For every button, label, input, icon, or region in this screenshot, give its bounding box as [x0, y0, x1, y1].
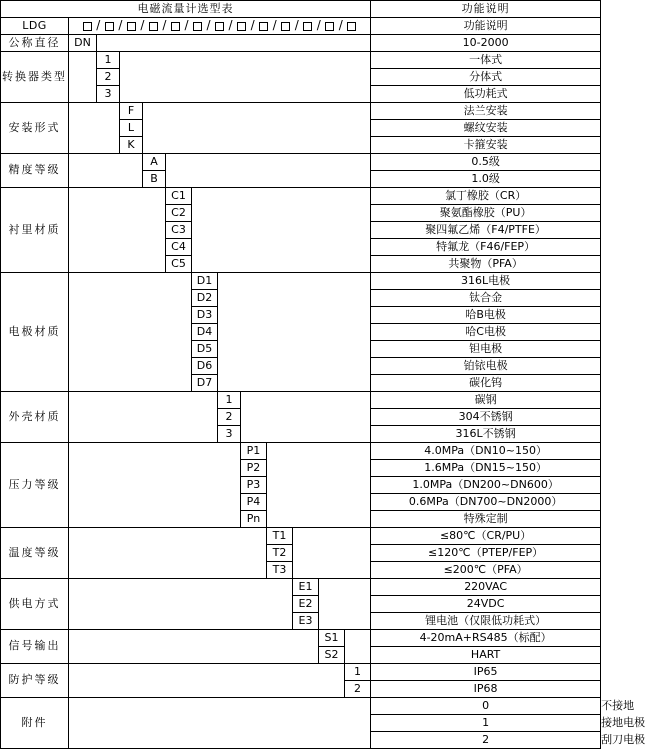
- desc-cell: HART: [371, 647, 601, 664]
- desc-cell: 钛合金: [371, 290, 601, 307]
- section-row: [1, 154, 601, 171]
- code-cell: E1: [293, 579, 319, 596]
- desc-cell: 4-20mA+RS485（标配）: [371, 630, 601, 647]
- desc-cell: ≤80℃（CR/PU）: [371, 528, 601, 545]
- desc-header: 功能说明: [371, 1, 601, 18]
- desc-cell: 聚氨酯橡胶（PU）: [371, 205, 601, 222]
- section-row: [1, 528, 601, 545]
- spacer-cell: [166, 154, 371, 188]
- code-box: [193, 22, 202, 31]
- code-box: [215, 22, 224, 31]
- code-cell: K: [120, 137, 143, 154]
- code-cell: T1: [267, 528, 293, 545]
- code-box: [149, 22, 158, 31]
- code-cell: D4: [192, 324, 218, 341]
- category-pressure-grade: 压力等级: [1, 443, 69, 528]
- slash-sep: /: [162, 18, 167, 33]
- code-cell: 2: [371, 732, 601, 749]
- code-dn: DN: [69, 35, 97, 52]
- spacer-cell: [192, 188, 371, 273]
- category-accuracy-grade: 精度等级: [1, 154, 69, 188]
- table-title: 电磁流量计选型表: [1, 1, 371, 18]
- code-cell: E2: [293, 596, 319, 613]
- section-row: [1, 273, 601, 290]
- code-cell: C4: [166, 239, 192, 256]
- category-dn: 公称直径: [1, 35, 69, 52]
- desc-cell: 法兰安装: [371, 103, 601, 120]
- title-row: [1, 1, 601, 18]
- desc-cell: 哈B电极: [371, 307, 601, 324]
- category-power-supply: 供电方式: [1, 579, 69, 630]
- code-box: [325, 22, 334, 31]
- code-cell: 3: [97, 86, 120, 103]
- spacer-cell: [143, 103, 371, 154]
- code-cell: D3: [192, 307, 218, 324]
- desc-cell: 220VAC: [371, 579, 601, 596]
- model-code-row: [1, 18, 601, 35]
- code-cell: 3: [218, 426, 241, 443]
- spacer-cell: [69, 273, 192, 392]
- desc-cell: 共聚物（PFA）: [371, 256, 601, 273]
- desc-cell: 低功耗式: [371, 86, 601, 103]
- desc-cell: 1.6MPa（DN15~150）: [371, 460, 601, 477]
- code-cell: D1: [192, 273, 218, 290]
- code-box: [83, 22, 92, 31]
- desc-cell: 1.0MPa（DN200~DN600）: [371, 477, 601, 494]
- code-cell: C5: [166, 256, 192, 273]
- desc-cell: 螺纹安装: [371, 120, 601, 137]
- slash-sep: /: [96, 18, 101, 33]
- code-cell: C2: [166, 205, 192, 222]
- spacer-cell: [69, 103, 120, 154]
- spacer-cell: [69, 154, 143, 188]
- desc-cell: 锂电池（仅限低功耗式）: [371, 613, 601, 630]
- slash-sep: /: [272, 18, 277, 33]
- code-box: [303, 22, 312, 31]
- desc-cell: 304不锈钢: [371, 409, 601, 426]
- desc-cell: 1.0级: [371, 171, 601, 188]
- section-row: [1, 579, 601, 596]
- desc-cell: 聚四氟乙烯（F4/PTFE）: [371, 222, 601, 239]
- category-install-type: 安装形式: [1, 103, 69, 154]
- desc-cell: 特殊定制: [371, 511, 601, 528]
- category-housing-material: 外壳材质: [1, 392, 69, 443]
- slash-sep: /: [228, 18, 233, 33]
- code-cell: S1: [319, 630, 345, 647]
- desc-dn: 10-2000: [371, 35, 601, 52]
- desc-cell: 0.6MPa（DN700~DN2000）: [371, 494, 601, 511]
- desc-cell: 316L不锈钢: [371, 426, 601, 443]
- code-cell: C3: [166, 222, 192, 239]
- section-row: 附件 0 不接地: [1, 698, 601, 715]
- code-cell: P2: [241, 460, 267, 477]
- category-signal-output: 信号输出: [1, 630, 69, 664]
- code-cell: 1: [97, 52, 120, 69]
- section-row: [1, 52, 601, 69]
- desc-cell: 一体式: [371, 52, 601, 69]
- code-cell: 2: [218, 409, 241, 426]
- code-cell: L: [120, 120, 143, 137]
- spacer-cell: [69, 443, 241, 528]
- spacer-cell: [69, 528, 267, 579]
- desc-cell: 功能说明: [371, 18, 601, 35]
- code-box: [127, 22, 136, 31]
- section-row: [1, 630, 601, 647]
- spacer-cell: [69, 188, 166, 273]
- spacer-cell: [319, 579, 371, 630]
- spacer-cell: [241, 392, 371, 443]
- spacer-cell: [267, 443, 371, 528]
- section-row: 1 接地电极: [1, 715, 601, 732]
- desc-cell: 特氟龙（F46/FEP）: [371, 239, 601, 256]
- section-row: [1, 443, 601, 460]
- code-cell: 0: [371, 698, 601, 715]
- code-box: [259, 22, 268, 31]
- model-box-pattern: [69, 18, 371, 35]
- code-box: [281, 22, 290, 31]
- spacer-cell: [293, 528, 371, 579]
- desc-cell: 钽电极: [371, 341, 601, 358]
- code-cell: S2: [319, 647, 345, 664]
- slash-sep: /: [118, 18, 123, 33]
- desc-cell: 316L电极: [371, 273, 601, 290]
- code-cell: 2: [97, 69, 120, 86]
- section-row: [1, 188, 601, 205]
- desc-cell: 氯丁橡胶（CR）: [371, 188, 601, 205]
- code-box: [171, 22, 180, 31]
- code-cell: D7: [192, 375, 218, 392]
- code-cell: D6: [192, 358, 218, 375]
- code-box: [105, 22, 114, 31]
- dn-row: [1, 35, 601, 52]
- desc-cell: 0.5级: [371, 154, 601, 171]
- desc-cell: ≤120℃（PTEP/FEP）: [371, 545, 601, 562]
- code-cell: B: [143, 171, 166, 188]
- code-cell: P1: [241, 443, 267, 460]
- spacer-cell: [120, 52, 371, 103]
- desc-cell: 4.0MPa（DN10~150）: [371, 443, 601, 460]
- desc-cell: 哈C电极: [371, 324, 601, 341]
- code-cell: P3: [241, 477, 267, 494]
- section-row: [1, 103, 601, 120]
- code-cell: Pn: [241, 511, 267, 528]
- category-converter-type: 转换器类型: [1, 52, 69, 103]
- category-protection-grade: 防护等级: [1, 664, 69, 698]
- desc-cell: IP65: [371, 664, 601, 681]
- spacer-cell: [69, 52, 97, 103]
- code-cell: E3: [293, 613, 319, 630]
- slash-sep: /: [338, 18, 343, 33]
- code-cell: T2: [267, 545, 293, 562]
- slash-sep: /: [316, 18, 321, 33]
- code-cell: 1: [371, 715, 601, 732]
- section-row: 2 刮刀电极: [1, 732, 601, 749]
- spacer-cell: [69, 698, 371, 749]
- desc-cell: 碳钢: [371, 392, 601, 409]
- code-cell: T3: [267, 562, 293, 579]
- slash-sep: /: [140, 18, 145, 33]
- code-cell: 1: [345, 664, 371, 681]
- spacer-cell: [218, 273, 371, 392]
- code-cell: P4: [241, 494, 267, 511]
- slash-sep: /: [206, 18, 211, 33]
- desc-cell: ≤200℃（PFA）: [371, 562, 601, 579]
- spacer-cell: [69, 664, 345, 698]
- code-box: [347, 22, 356, 31]
- slash-sep: /: [294, 18, 299, 33]
- spacer-cell: [69, 630, 319, 664]
- spacer-cell: [97, 35, 371, 52]
- spacer-cell: [345, 630, 371, 664]
- slash-sep: /: [184, 18, 189, 33]
- category-temperature-grade: 温度等级: [1, 528, 69, 579]
- section-row: [1, 664, 601, 681]
- code-cell: D5: [192, 341, 218, 358]
- category-electrode-material: 电极材质: [1, 273, 69, 392]
- code-cell: 1: [218, 392, 241, 409]
- model-prefix: LDG: [1, 18, 69, 35]
- spacer-cell: [69, 579, 293, 630]
- code-cell: F: [120, 103, 143, 120]
- desc-cell: IP68: [371, 681, 601, 698]
- desc-cell: 铂铱电极: [371, 358, 601, 375]
- desc-cell: 24VDC: [371, 596, 601, 613]
- desc-cell: 分体式: [371, 69, 601, 86]
- slash-sep: /: [250, 18, 255, 33]
- code-cell: 2: [345, 681, 371, 698]
- spacer-cell: [69, 392, 218, 443]
- category-liner-material: 衬里材质: [1, 188, 69, 273]
- code-cell: C1: [166, 188, 192, 205]
- section-row: [1, 392, 601, 409]
- desc-cell: 碳化钨: [371, 375, 601, 392]
- category-accessories: 附件: [1, 698, 69, 749]
- code-cell: A: [143, 154, 166, 171]
- code-cell: D2: [192, 290, 218, 307]
- code-box: [237, 22, 246, 31]
- desc-cell: 卡箍安装: [371, 137, 601, 154]
